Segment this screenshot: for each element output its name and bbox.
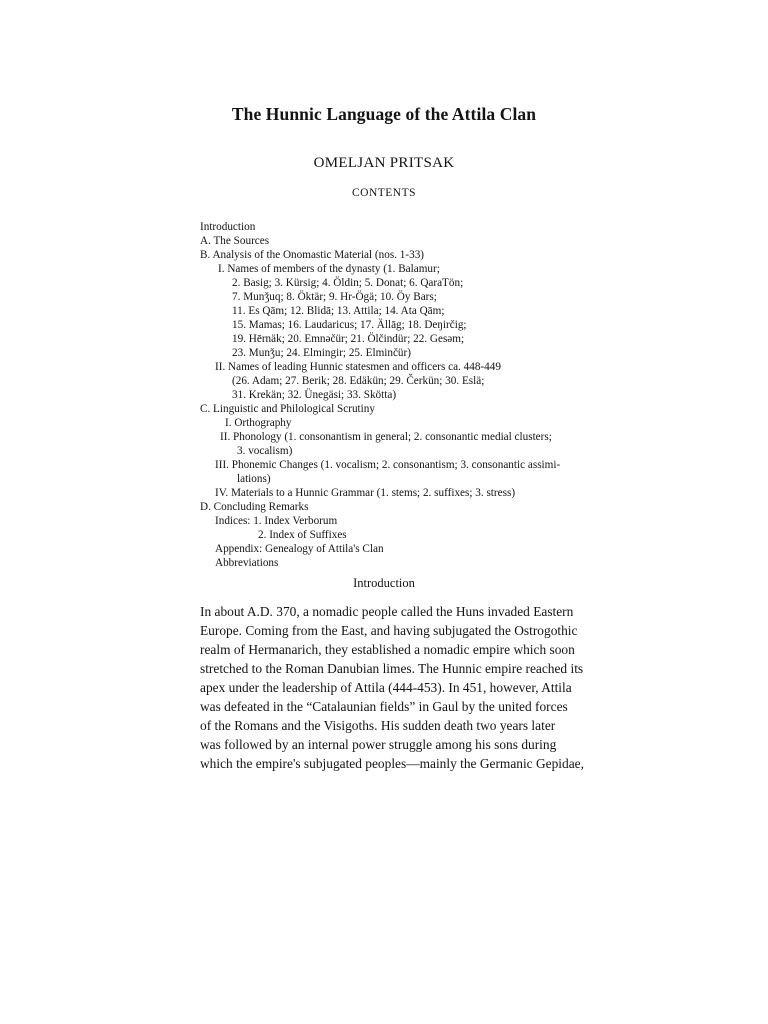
toc-entry: Abbreviations [215,557,279,569]
body-line: apex under the leadership of Attila (444-453). In 451, however, Attila [200,680,572,695]
toc-entry: 2. Index of Suffixes [258,529,347,541]
body-line: was followed by an internal power struggle among his sons during [200,737,557,752]
toc-entry: 19. Hērnäk; 20. Emnəčür; 21. Ölčindür; 22. Gesəm; [232,333,465,345]
author-name: OMELJAN PRITSAK [313,155,455,171]
toc-entry: 11. Es Qām; 12. Blidā; 13. Attila; 14. Ata Qām; [232,305,445,317]
body-line: was defeated in the “Catalaunian fields” in Gaul by the united forces [200,699,568,714]
toc-entry: I. Names of members of the dynasty (1. Balamur; [218,263,440,275]
body-line: Europe. Coming from the East, and having subjugated the Ostrogothic [200,623,578,638]
toc-entry: (26. Adam; 27. Berik; 28. Edäkün; 29. Čerkün; 30. Eslä; [232,375,485,387]
toc-entry: 7. Munǯuq; 8. Öktär; 9. Hr-Ögä; 10. Öy Bars; [232,291,437,303]
section-heading-introduction: Introduction [353,576,415,590]
toc-entry: II. Names of leading Hunnic statesmen and officers ca. 448-449 [215,361,501,373]
toc-entry: D. Concluding Remarks [200,501,309,513]
toc-entry: 2. Basig; 3. Kürsig; 4. Öldin; 5. Donat; 6. QaraTön; [232,277,464,289]
toc-entry: III. Phonemic Changes (1. vocalism; 2. consonantism; 3. consonantic assimi- [215,459,561,471]
toc-entry: I. Orthography [225,417,292,429]
body-line: realm of Hermanarich, they established a nomadic empire which soon [200,642,575,657]
toc-entry: 31. Krekän; 32. Ünegäsi; 33. Skötta) [232,389,397,401]
toc-entry: Indices: 1. Index Verborum [215,515,338,527]
toc-entry: B. Analysis of the Onomastic Material (nos. 1-33) [200,249,425,261]
toc-entry: C. Linguistic and Philological Scrutiny [200,403,375,415]
contents-heading: CONTENTS [351,187,417,199]
body-line: stretched to the Roman Danubian limes. The Hunnic empire reached its [200,661,584,676]
toc-entry: 3. vocalism) [237,445,293,457]
toc-entry: A. The Sources [200,235,270,247]
toc-entry: 23. Munǯu; 24. Elmingir; 25. Elminčür) [232,347,411,359]
body-line: of the Romans and the Visigoths. His sudden death two years later [200,718,556,733]
paper-title: The Hunnic Language of the Attila Clan [231,104,537,124]
toc-entry: IV. Materials to a Hunnic Grammar (1. stems; 2. suffixes; 3. stress) [215,487,516,499]
toc-entry: II. Phonology (1. consonantism in general; 2. consonantic medial clusters; [220,431,552,443]
body-line: In about A.D. 370, a nomadic people called the Huns invaded Eastern [200,604,574,619]
toc-entry: 15. Mamas; 16. Laudaricus; 17. Ällāg; 18. Deŋirčig; [232,319,467,331]
toc-entry: Appendix: Genealogy of Attila's Clan [215,543,384,555]
body-line: which the empire's subjugated peoples—mainly the Germanic Gepidae, [200,756,584,771]
toc-entry: lations) [237,473,271,485]
toc-entry: Introduction [200,221,256,233]
